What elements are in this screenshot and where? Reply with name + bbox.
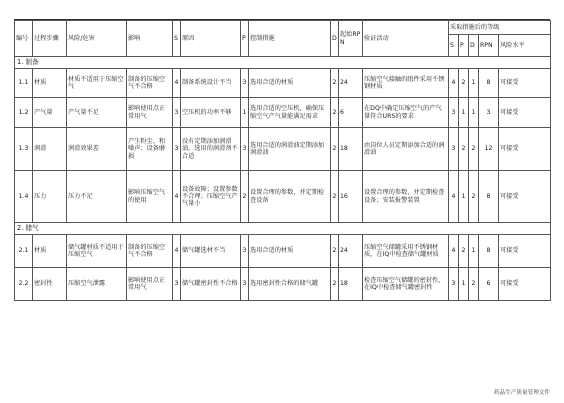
- header-risk: 风险/危害: [67, 21, 127, 57]
- header-control: 控制措施: [249, 21, 331, 57]
- section-row: [15, 57, 551, 69]
- row-cause: 储气罐选材不当: [181, 235, 241, 268]
- row-verify: 压缩空气储罐采用不锈钢材质，在IQ中检查储气罐材质: [363, 235, 449, 268]
- header-level: 风险水平: [499, 35, 551, 57]
- header-effect: 影响: [127, 21, 173, 57]
- row-risk: 储气罐材质不适用于压缩空气: [67, 235, 127, 268]
- row-after-d: 2: [469, 171, 479, 223]
- table-row: [15, 235, 551, 268]
- row-effect: 影响使用点正常用气: [127, 98, 173, 128]
- row-risk: 材质不适用于压缩空气: [67, 69, 127, 98]
- row-after-s: 3: [449, 268, 459, 301]
- row-after-rpn: 12: [479, 128, 499, 171]
- row-after-d: 2: [469, 268, 479, 301]
- row-d: 2: [331, 268, 339, 301]
- row-d: 2: [331, 235, 339, 268]
- table-row: [15, 69, 551, 98]
- row-s: 3: [173, 128, 181, 171]
- section-title: 2. 储气: [15, 223, 551, 235]
- row-p: 3: [241, 128, 249, 171]
- row-effect: 影响使用点正常用气: [127, 268, 173, 301]
- header-after: 采取措施后的等级: [449, 21, 551, 35]
- row-verify: 压缩空气接触的组件采用不锈钢材质: [363, 69, 449, 98]
- header-s: S: [173, 21, 181, 57]
- row-p: 2: [241, 171, 249, 223]
- row-after-rpn: 3: [479, 98, 499, 128]
- row-control: 设置合理的参数，并定期检查设备: [249, 171, 331, 223]
- section-title: 1. 制备: [15, 57, 551, 69]
- table-row: [15, 128, 551, 171]
- row-d: 2: [331, 98, 339, 128]
- table-row: [15, 268, 551, 301]
- table-row: [15, 171, 551, 223]
- header-after-s: S: [449, 35, 459, 57]
- row-after-p: 1: [459, 98, 469, 128]
- row-step: 产气量: [33, 98, 67, 128]
- row-verify: 由岗位人员定期添加合适的润滑油: [363, 128, 449, 171]
- row-s: 3: [173, 268, 181, 301]
- header-after-d: D: [469, 35, 479, 57]
- row-cause: 制备系统设计不当: [181, 69, 241, 98]
- row-rpn: 24: [339, 69, 363, 98]
- row-d: 2: [331, 128, 339, 171]
- header-step: 过程步骤: [33, 21, 67, 57]
- header-id: 编号: [15, 21, 33, 57]
- footer-text: 药品生产质量管理文件: [494, 390, 550, 396]
- row-after-rpn: 8: [479, 171, 499, 223]
- row-effect: 产生粉尘、和噪声；设备磨损: [127, 128, 173, 171]
- row-id: 1.4: [15, 171, 33, 223]
- row-after-p: 2: [459, 128, 469, 171]
- row-rpn: 6: [339, 98, 363, 128]
- row-after-p: 1: [459, 268, 469, 301]
- row-level: 可接受: [499, 171, 551, 223]
- row-after-d: 1: [469, 98, 479, 128]
- row-level: 可接受: [499, 235, 551, 268]
- header-cause: 原因: [181, 21, 241, 57]
- row-id: 1.2: [15, 98, 33, 128]
- row-after-s: 4: [449, 171, 459, 223]
- row-control: 选用密封性合格的储气罐: [249, 268, 331, 301]
- header-after-p: P: [459, 35, 469, 57]
- row-rpn: 24: [339, 235, 363, 268]
- row-risk: 压力不足: [67, 171, 127, 223]
- row-step: 材质: [33, 69, 67, 98]
- row-id: 2.1: [15, 235, 33, 268]
- row-cause: 没有定期添加润滑油，选用的润滑剂不合适: [181, 128, 241, 171]
- row-id: 1.3: [15, 128, 33, 171]
- row-verify: 设置合理的参数，并定期检查设备；安装报警装置: [363, 171, 449, 223]
- row-level: 可接受: [499, 268, 551, 301]
- row-after-rpn: 8: [479, 69, 499, 98]
- row-after-d: 1: [469, 69, 479, 98]
- row-after-p: 1: [459, 171, 469, 223]
- row-control: 选用合适的材质: [249, 235, 331, 268]
- row-effect: 制备的压缩空气不合格: [127, 235, 173, 268]
- row-rpn: 16: [339, 171, 363, 223]
- header-d: D: [331, 21, 339, 57]
- row-s: 4: [173, 235, 181, 268]
- fmea-sheet: [14, 20, 550, 301]
- row-risk: 产气量不足: [67, 98, 127, 128]
- row-step: 密封性: [33, 268, 67, 301]
- row-s: 4: [173, 171, 181, 223]
- row-after-rpn: 8: [479, 235, 499, 268]
- row-after-rpn: 6: [479, 268, 499, 301]
- row-after-d: 2: [469, 128, 479, 171]
- header-verify: 验证活动: [363, 21, 449, 57]
- header-p: P: [241, 21, 249, 57]
- row-effect: 制备的压缩空气不合格: [127, 69, 173, 98]
- row-verify: 检查压缩空气储罐的密封性，在IQ中检查储气罐密封性: [363, 268, 449, 301]
- row-control: 选用合适的空压机，确保压缩空气产气量能满足需求: [249, 98, 331, 128]
- row-level: 可接受: [499, 128, 551, 171]
- header-rpn: 起始RPN: [339, 21, 363, 57]
- row-after-p: 2: [459, 69, 469, 98]
- row-step: 润滑: [33, 128, 67, 171]
- row-after-s: 3: [449, 128, 459, 171]
- row-cause: 设备故障；设置参数不合理；压缩空气产气量小: [181, 171, 241, 223]
- row-level: 可接受: [499, 98, 551, 128]
- row-s: 3: [173, 98, 181, 128]
- row-p: 3: [241, 69, 249, 98]
- row-id: 2.2: [15, 268, 33, 301]
- row-d: 2: [331, 69, 339, 98]
- row-after-d: 1: [469, 235, 479, 268]
- row-after-s: 4: [449, 235, 459, 268]
- row-control: 选用合适的润滑油定期添加润滑油: [249, 128, 331, 171]
- row-p: 3: [241, 235, 249, 268]
- row-control: 选用合适的材质: [249, 69, 331, 98]
- row-effect: 影响压缩空气的使用: [127, 171, 173, 223]
- row-after-p: 2: [459, 235, 469, 268]
- table-row: [15, 98, 551, 128]
- row-step: 压力: [33, 171, 67, 223]
- row-level: 可接受: [499, 69, 551, 98]
- row-d: 2: [331, 171, 339, 223]
- row-id: 1.1: [15, 69, 33, 98]
- header-after-rpn: RPN: [479, 35, 499, 57]
- row-rpn: 18: [339, 128, 363, 171]
- row-after-s: 4: [449, 69, 459, 98]
- row-s: 4: [173, 69, 181, 98]
- row-risk: 压缩空气泄露: [67, 268, 127, 301]
- row-step: 材质: [33, 235, 67, 268]
- row-cause: 空压机的功率不够: [181, 98, 241, 128]
- row-risk: 润滑效果差: [67, 128, 127, 171]
- section-row: [15, 223, 551, 235]
- row-p: 3: [241, 268, 249, 301]
- risk-table: [14, 20, 551, 301]
- row-p: 1: [241, 98, 249, 128]
- row-rpn: 18: [339, 268, 363, 301]
- row-verify: 在DQ中确定压缩空气的产气量符合URS的要求: [363, 98, 449, 128]
- row-cause: 储气罐密封性不合格: [181, 268, 241, 301]
- row-after-s: 3: [449, 98, 459, 128]
